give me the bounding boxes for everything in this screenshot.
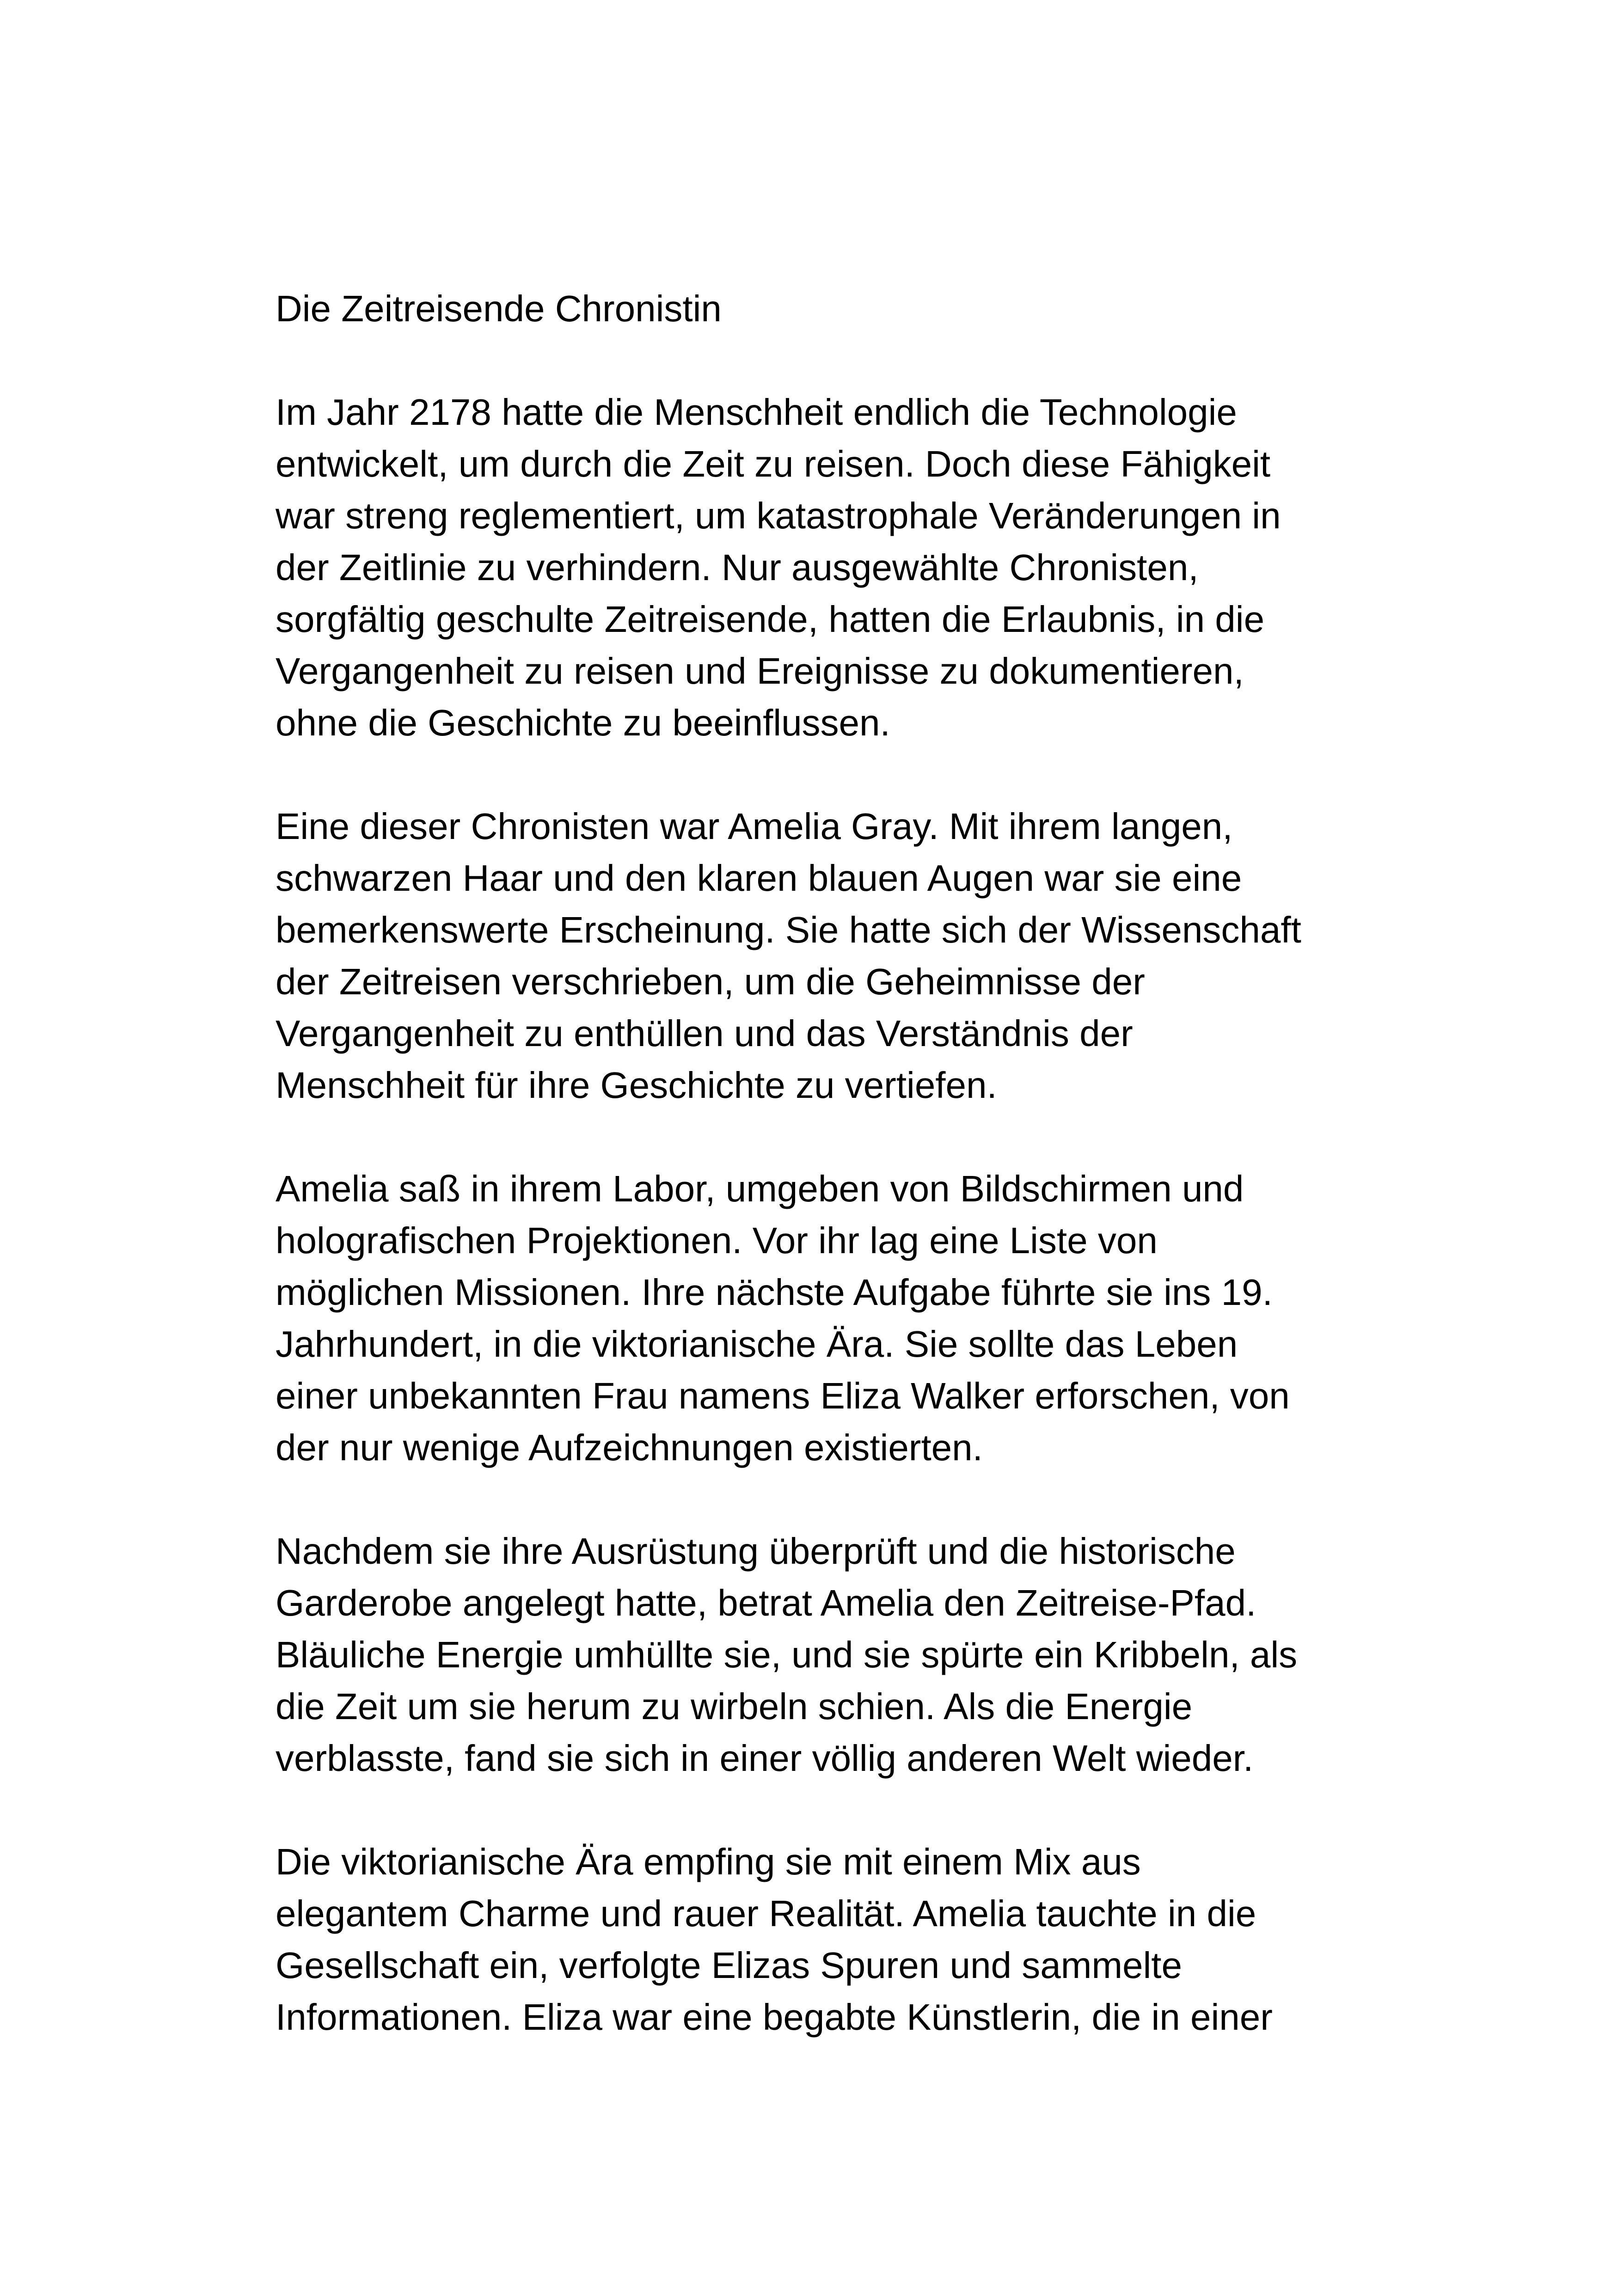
spacer [276, 1474, 1394, 1525]
text-line: der Zeitreisen verschrieben, um die Geheimnisse der [276, 961, 1145, 1002]
text-line: elegantem Charme und rauer Realität. Amelia tauchte in die [276, 1893, 1256, 1934]
text-line: der nur wenige Aufzeichnungen existierten. [276, 1427, 983, 1468]
text-line: die Zeit um sie herum zu wirbeln schien. Als die Energie [276, 1686, 1193, 1727]
text-line: Eine dieser Chronisten war Amelia Gray. Mit ihrem langen, [276, 806, 1233, 847]
text-line: verblasste, fand sie sich in einer völlig anderen Welt wieder. [276, 1738, 1254, 1779]
paragraph-4 [276, 1525, 1394, 1784]
document-body [276, 283, 1394, 2043]
text-line: Vergangenheit zu enthüllen und das Verständnis der [276, 1013, 1133, 1054]
text-line: holografischen Projektionen. Vor ihr lag eine Liste von [276, 1220, 1158, 1261]
spacer [276, 1111, 1394, 1163]
text-line: war streng reglementiert, um katastrophale Veränderungen in [276, 495, 1281, 536]
text-line: Nachdem sie ihre Ausrüstung überprüft und die historische [276, 1531, 1236, 1572]
paragraph-3 [276, 1163, 1394, 1474]
text-line: Bläuliche Energie umhüllte sie, und sie spürte ein Kribbeln, als [276, 1634, 1298, 1675]
paragraph-2 [276, 801, 1394, 1111]
text-line: Menschheit für ihre Geschichte zu vertiefen. [276, 1065, 997, 1106]
paragraph-1 [276, 386, 1394, 749]
spacer [276, 1784, 1394, 1836]
text-line: Garderobe angelegt hatte, betrat Amelia den Zeitreise-Pfad. [276, 1582, 1256, 1623]
spacer [276, 335, 1394, 386]
text-line: schwarzen Haar und den klaren blauen Augen war sie eine [276, 857, 1242, 899]
text-line: Informationen. Eliza war eine begabte Künstlerin, die in einer [276, 1996, 1273, 2038]
paragraph-5 [276, 1836, 1394, 2043]
text-line: bemerkenswerte Erscheinung. Sie hatte sich der Wissenschaft [276, 909, 1301, 950]
document-title: Die Zeitreisende Chronistin [276, 288, 722, 329]
text-line: möglichen Missionen. Ihre nächste Aufgabe führte sie ins 19. [276, 1272, 1273, 1313]
text-line: Jahrhundert, in die viktorianische Ära. Sie sollte das Leben [276, 1323, 1238, 1365]
spacer [276, 749, 1394, 801]
text-line: einer unbekannten Frau namens Eliza Walker erforschen, von [276, 1375, 1290, 1416]
text-line: ohne die Geschichte zu beeinflussen. [276, 702, 890, 743]
text-line: der Zeitlinie zu verhindern. Nur ausgewählte Chronisten, [276, 547, 1199, 588]
text-line: Im Jahr 2178 hatte die Menschheit endlich die Technologie [276, 392, 1237, 433]
text-line: Die viktorianische Ära empfing sie mit einem Mix aus [276, 1841, 1141, 1882]
text-line: Amelia saß in ihrem Labor, umgeben von Bildschirmen und [276, 1168, 1244, 1209]
text-line: sorgfältig geschulte Zeitreisende, hatten die Erlaubnis, in die [276, 599, 1265, 640]
text-line: Gesellschaft ein, verfolgte Elizas Spuren und sammelte [276, 1945, 1182, 1986]
text-line: Vergangenheit zu reisen und Ereignisse zu dokumentieren, [276, 650, 1244, 692]
text-line: entwickelt, um durch die Zeit zu reisen. Doch diese Fähigkeit [276, 443, 1271, 484]
